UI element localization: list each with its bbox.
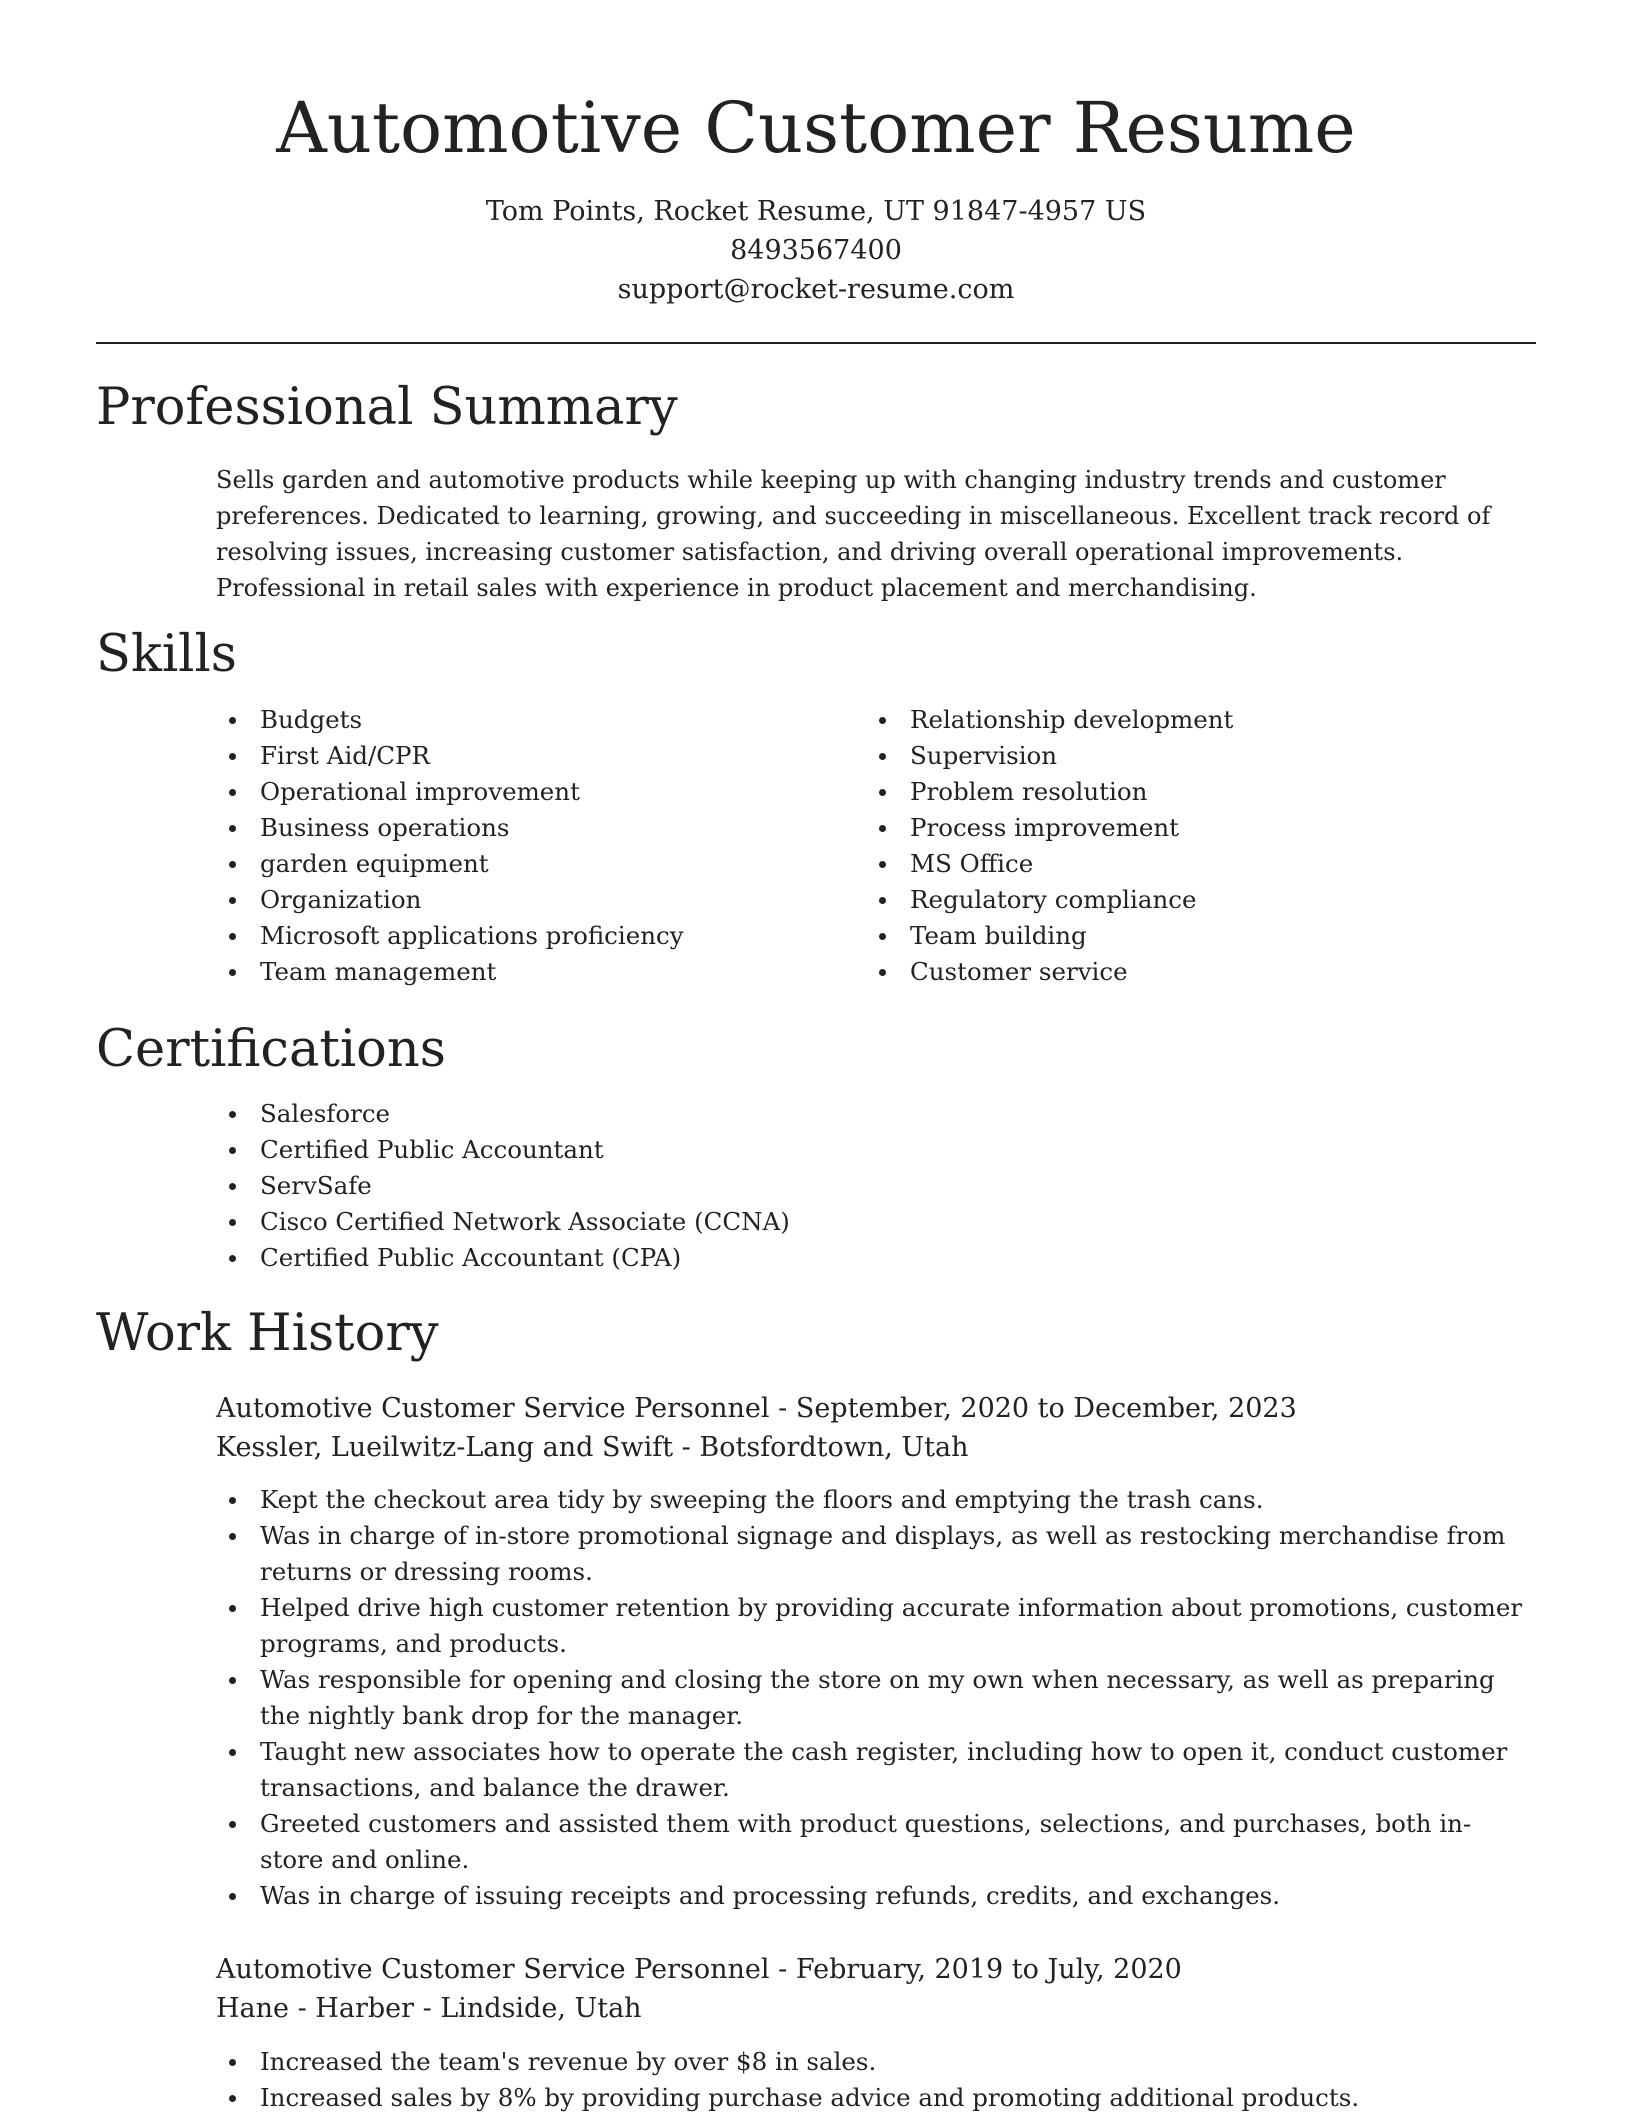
certification-item: Salesforce [216, 1096, 1534, 1132]
skills-list-left [216, 702, 836, 990]
job-dates: February, 2019 to July, 2020 [795, 1954, 1182, 1985]
job-title-line [216, 1389, 1534, 1428]
job-header [216, 1950, 1534, 2028]
contact-email: support@rocket-resume.com [617, 274, 1015, 305]
job-location: Lindside, Utah [440, 1993, 642, 2024]
job-bullet: Was in charge of issuing receipts and processing refunds, credits, and exchanges. [216, 1878, 1534, 1914]
job-bullet: Greeted customers and assisted them with product questions, selections, and purchases, both in-store and online. [216, 1806, 1534, 1878]
header-divider [96, 342, 1536, 344]
resume-title: Automotive Customer Resume [276, 87, 1356, 169]
job-bullet: Helped drive high customer retention by providing accurate information about promotions, customer programs, and products. [216, 1590, 1534, 1662]
job-location-separator: - [673, 1432, 700, 1463]
certification-item: Cisco Certified Network Associate (CCNA) [216, 1204, 1534, 1240]
skill-item: Supervision [866, 738, 1486, 774]
skill-item: Organization [216, 882, 836, 918]
skill-item: Problem resolution [866, 774, 1486, 810]
skill-item: MS Office [866, 846, 1486, 882]
skill-item: Team building [866, 918, 1486, 954]
skill-item: First Aid/CPR [216, 738, 836, 774]
skills-list-right [866, 702, 1486, 990]
certification-item: ServSafe [216, 1168, 1534, 1204]
job-bullet: Increased the team's revenue by over $8 in sales. [216, 2044, 1534, 2080]
job-bullet: Kept the checkout area tidy by sweeping the floors and emptying the trash cans. [216, 1482, 1534, 1518]
job-title: Automotive Customer Service Personnel [216, 1393, 770, 1424]
summary-text: Sells garden and automotive products while keeping up with changing industry trends and customer preferences. Dedicated to learning, growing, and succeeding in miscellaneous. Excellent track record of resolving issues, increasing customer satisfaction, and driving overall operational improvements. Professional in retail sales with experience in product placement and merchandising. [216, 466, 1491, 602]
job-company-line [216, 1428, 1534, 1467]
job-company-line [216, 1989, 1534, 2028]
job-bullets [216, 2044, 1534, 2116]
job-title: Automotive Customer Service Personnel [216, 1954, 770, 1985]
job-bullet: Taught new associates how to operate the cash register, including how to open it, conduct customer transactions, and balance the drawer. [216, 1734, 1534, 1806]
job-separator: - [769, 1393, 796, 1424]
skill-item: Relationship development [866, 702, 1486, 738]
skill-item: garden equipment [216, 846, 836, 882]
certification-item: Certified Public Accountant (CPA) [216, 1240, 1534, 1276]
job-bullet: Was in charge of in-store promotional signage and displays, as well as restocking merchandise from returns or dressing rooms. [216, 1518, 1534, 1590]
contact-address: Tom Points, Rocket Resume, UT 91847-4957 US [485, 196, 1147, 227]
work-history-heading: Work History [96, 1304, 439, 1363]
skill-item: Operational improvement [216, 774, 836, 810]
job-bullet: Increased sales by 8% by providing purchase advice and promoting additional products. [216, 2080, 1534, 2116]
job-bullet: Was responsible for opening and closing the store on my own when necessary, as well as preparing the nightly bank drop for the manager. [216, 1662, 1534, 1734]
job-company: Kessler, Lueilwitz-Lang and Swift [216, 1432, 674, 1463]
job-bullets [216, 1482, 1534, 1914]
skill-item: Customer service [866, 954, 1486, 990]
skill-item: Budgets [216, 702, 836, 738]
contact-phone: 8493567400 [730, 235, 902, 266]
job-dates: September, 2020 to December, 2023 [795, 1393, 1297, 1424]
certifications-list [216, 1096, 1534, 1276]
certifications-heading: Certifications [96, 1020, 446, 1079]
contact-block [0, 192, 1632, 309]
skill-item: Business operations [216, 810, 836, 846]
skill-item: Process improvement [866, 810, 1486, 846]
job-separator: - [769, 1954, 796, 1985]
skills-heading: Skills [96, 625, 237, 684]
certification-item: Certified Public Accountant [216, 1132, 1534, 1168]
job-location: Botsfordtown, Utah [699, 1432, 969, 1463]
summary-heading: Professional Summary [96, 378, 678, 437]
job-company: Hane - Harber [216, 1993, 415, 2024]
job-location-separator: - [414, 1993, 441, 2024]
job-header [216, 1389, 1534, 1467]
skill-item: Regulatory compliance [866, 882, 1486, 918]
job-title-line [216, 1950, 1534, 1989]
skill-item: Team management [216, 954, 836, 990]
skill-item: Microsoft applications proficiency [216, 918, 836, 954]
